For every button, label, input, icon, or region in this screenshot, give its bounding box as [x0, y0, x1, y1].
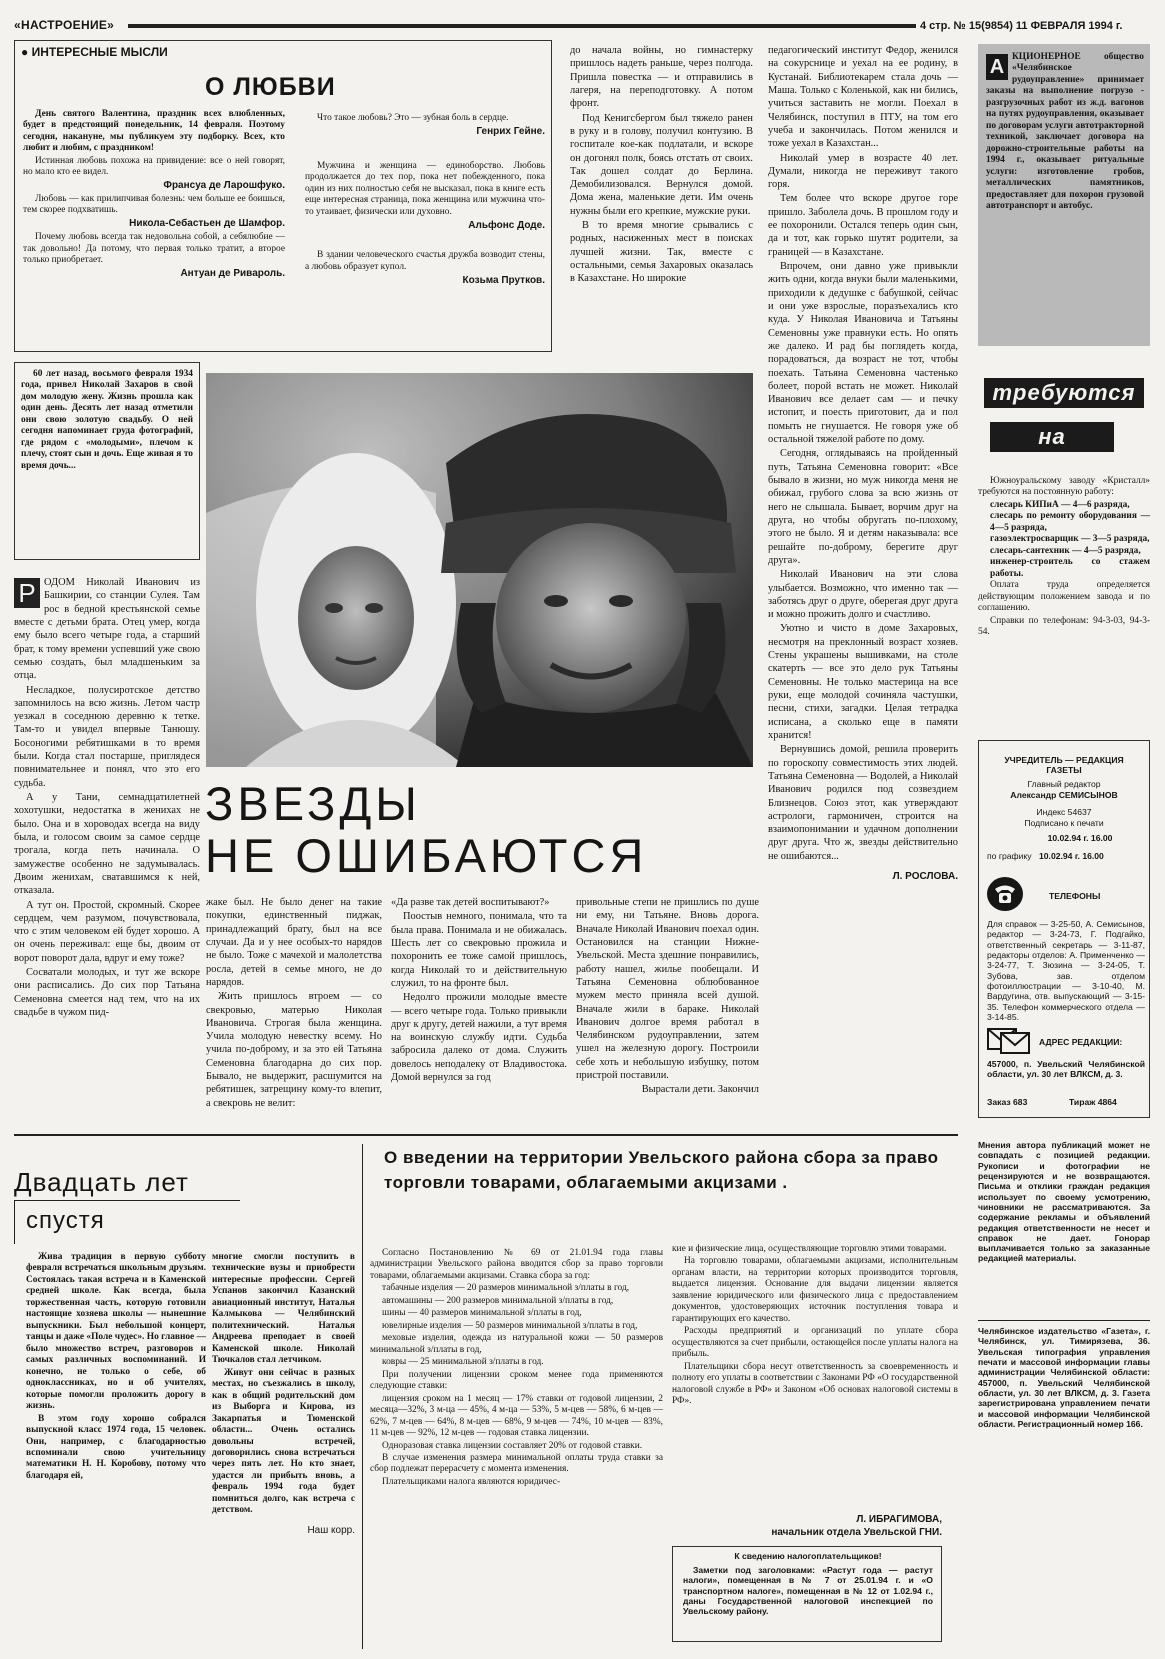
years-title-line-1: Двадцать лет [14, 1167, 189, 1197]
jobs-pay: Оплата труда определяется действующим положением завода и по соглашению. [978, 580, 1150, 614]
imprint-editor: Александр СЕМИСЫНОВ [1010, 790, 1118, 800]
notice-heading: К сведению налогоплательщиков! [734, 1551, 882, 1561]
story-column-4-continued [576, 896, 759, 1124]
editorial-note: Мнения автора публикаций может не совпадать с позицией редакции. Рукописи и фотографии не рецензируются и не возвращаются. Письма и отклики граждан редакция использует по своему усмотрению, чиновники не рассматриваются. За содержание рекламы и объявлений редакция ответственности не несет и справок не дает. Гонорар выплачивается только за заказанные редакцией материалы. [978, 1140, 1150, 1264]
jobs-phones: Справки по телефонам: 94-3-03, 94-3-54. [978, 615, 1150, 638]
printer-info: Челябинское издательство «Газета», г. Челябинск, ул. Тимирязева, 36. Увельская типография управления печати и массовой информации главы администрации Челябинской области: 457000, п. Увельский Челябинской области, ул. 30 лет ВЛКСМ, д. 3. Газета зарегистрирована управлением печати и массовой информации Челябинской области. Регистрационный номер 166. [978, 1326, 1150, 1429]
tax-paragraph: При получении лицензии сроком менее года применяются следующие ставки: [370, 1369, 663, 1392]
couple-photo [206, 373, 753, 767]
job-item: инженер-строитель со стажем работы. [990, 557, 1150, 579]
thoughts-right-column [305, 113, 545, 349]
thoughts-left-column [23, 109, 285, 349]
story-paragraph: привольные степи не пришлись по душе ни ему, ни Татьяне. Вновь дорога. Вначале Николай Иванович поехал один. Остановился на станции Нижне-Увельской. Места здешние понравились, работу нашел, жилье пообещали. И Татьяна Семеновна облюбованное мужем место приняла всей душой. Вначале жили в бараке. Николай Иванович долгое время работал в Челябинском рудоуправлении, затем ушел на железную дорогу. Построили себе хоть и небольшую избушку, потом пристрой поставили. [576, 897, 759, 1082]
story-paragraph: А у Тани, семнадцатилетней хохотушки, недостатка в женихах не было. Она и в хороводах всегда на виду была, и голосом своим за самое сердце трогала, когда петь начинала. О замужестве особенно не задумывалась. Двоим женихам, сватавшимся к ней, отказала. [14, 792, 200, 897]
tax-paragraph: На торговлю товарами, облагаемыми акцизами, исполнительным органам власти, на территории которых производится торговля, выдается лицензия. Основание для выдачи лицензии является заявление юридического или физического лица с предоставлением документов, удостоверяющих источник поступления товара и гарантирующих его качество. [672, 1256, 958, 1324]
tax-list-item: шины — 40 размеров минимальной з/платы в год, [382, 1308, 582, 1319]
tax-paragraph: Согласно Постановлению № 69 от 21.01.94 года главы администрации Увельского района вводится сбор за право торговли товарами, облагаемыми акцизами. Ставка сбора за год: [370, 1248, 663, 1281]
job-item: газоэлектросварщик — 3—5 разряда, [990, 534, 1150, 545]
jobs-intro: Южноуральскому заводу «Кристалл» требуются на постоянную работу: [978, 476, 1150, 498]
story-column-4 [570, 44, 753, 364]
phone-icon [987, 877, 1023, 911]
quote-author: Франсуа де Ларошфуко. [163, 179, 285, 191]
tax-author-role: начальник отдела Увельской ГНИ. [771, 1527, 942, 1538]
tax-paragraph: кие и физические лица, осуществляющие торговлю этими товарами. [672, 1244, 947, 1254]
story-paragraph: Вернувшись домой, решила проверить по гороскопу совместимость этих людей. Татьяна Семеновна — Водолей, а Николай Иванович родился под созвездием Близнецов. Союз этот, как утверждают астрологи, гармоничен, строится на взаимопонимании и удачном дополнении друг друга. Что ж, звезды действительно не ошибаются... [768, 744, 958, 862]
imprint-index: Индекс 54637 [1036, 807, 1092, 817]
couple-photo-illustration [206, 373, 753, 767]
story-paragraph: Вырастали дети. Закончил [641, 1084, 759, 1096]
story-paragraph: до начала войны, но гимнастерку пришлось надеть раньше, через полгода. Пришла повестка — и отправились в лагеря, на переподготовку. А потом фронт. [570, 45, 753, 110]
phones-title: ТЕЛЕФОНЫ [1049, 891, 1101, 901]
story-author: Л. РОСЛОВА. [892, 871, 958, 883]
years-author: Наш корр. [307, 1524, 355, 1536]
ad-body: КЦИОНЕРНОЕ общество «Челябинское рудоуправление» принимает заказы на выполнение погрузо - разгрузочных работ из ж.д. вагонов на путях рудоуправления, оказывает по договорам услуги автотракторной техникой, заключает договора на дорожно-строительные работы на 1994 г., оказывает ритуальные услуги: изготовление гробов, металлических памятников, предоставляет для похорон грузовой автотранспорт и автобус. [986, 52, 1144, 212]
tax-paragraph: лицензия сроком на 1 месяц — 17% ставки от годовой лицензии, 2 месяца—32%, 3 м-ца — 45%, 4 м-ца — 53%, 5 м-цев — 58%, 6 м-цев — 62%, 7 м-цев — 64%, 8 м-цев — 68%, 9 м-цев — 74%, 10 м-цев — 83%, 11 м-цев — 92%, 12 м-цев — годовая ставка лицензии. [370, 1393, 663, 1439]
imprint-date-1: 10.02.94 г. 16.00 [1047, 833, 1113, 843]
story-paragraph: Недолго прожили молодые вместе — всего четыре года. Только привыкли друг к другу, детей нажили, а тут время на воинскую службу идти. Судьба забросила далеко от дома. Служить довелось неподалеку от Владивостока. Домой вернулся за год [391, 992, 567, 1084]
story-paragraph: Николай Иванович на эти слова улыбается. Возможно, что именно так — заботясь друг о друге, оберегая друг друга и можно прожить долго и счастливо. [768, 569, 958, 621]
tax-author: Л. ИБРАГИМОВА, [856, 1514, 942, 1525]
quote-author: Антуан де Ривароль. [180, 267, 285, 279]
company-ad [978, 44, 1150, 346]
jobs-heading-line-2: на работу [990, 422, 1114, 452]
job-item: слесарь-сантехник — 4—5 разряда, [990, 545, 1141, 556]
quote-author: Альфонс Доде. [468, 220, 545, 231]
story-paragraph: В то время многие срывались с родных, насиженных мест в поисках лучшей жизни. Так, вместе с остальными, семья Захаровых оказалась в Казахстане. Но широкие [570, 220, 753, 285]
tax-list-item: меховые изделия, одежда из натуральной кожи — 50 размеров минимальной з/платы в год, [370, 1333, 663, 1355]
tax-paragraph: Одноразовая ставка лицензии составляет 20% от годовой ставки. [382, 1440, 643, 1451]
quote-text: В здании человеческого счастья дружба возводит стены, а любовь образует купол. [305, 250, 545, 272]
imprint-box [978, 740, 1150, 1118]
quote-text: Истинная любовь похожа на привидение: все о ней говорят, но мало кто ее видел. [23, 155, 285, 178]
story-paragraph: Николай умер в возрасте 40 лет. Думали, никогда не переживут такого горя. [768, 152, 958, 191]
tax-paragraph: Плательщиками налога являются юридичес- [382, 1476, 561, 1487]
tax-list-item: автомашины — 200 размеров минимальной з/платы в год, [382, 1295, 614, 1306]
thoughts-box [14, 40, 552, 352]
quote-text: Что такое любовь? Это — зубная боль в сердце. [317, 113, 509, 123]
tax-column-1 [370, 1248, 663, 1650]
years-title-rule [14, 1200, 240, 1201]
story-column-2 [206, 896, 382, 1124]
years-column-1 [26, 1252, 206, 1650]
story-column-3 [391, 896, 567, 1124]
paper-name: «НАСТРОЕНИЕ» [14, 18, 115, 32]
thoughts-intro: День святого Валентина, праздник всех влюбленных, будет в предстоящий понедельник, 14 февраля. Поэтому сегодня, накануне, мы публикуем эту подборку. Всех, кто любит и любим, с праздником! [23, 109, 285, 154]
jobs-heading-line-1: требуются [984, 378, 1144, 408]
envelope-icon [987, 1025, 1031, 1055]
tax-list-item: ювелирные изделия — 50 размеров минимальной з/платы в год, [382, 1320, 638, 1331]
tax-notice-box [672, 1546, 942, 1642]
story-title-line-1: ЗВЕЗДЫ [205, 777, 421, 830]
story-paragraph: Уютно и чисто в доме Захаровых, несмотря на преклонный возраст хозяев. Стены украшены вышивками, на столе скатерть — все это дело рук Татьяны Семеновны. Не только мастерица на все руки, еще молодой сочиняла частушки, песни, стихи, загадки. Целая тетрадка исписана, а сколько еще в памяти хранится! [768, 623, 958, 741]
story-paragraph: Сосватали молодых, и тут же вскоре они расписались. До сих пор Татьяна Семеновна смеется над тем, что на их свадьбе в чужом пид- [14, 967, 200, 1018]
tax-list-item: табачные изделия — 20 размеров минимальной з/платы в год, [382, 1283, 630, 1294]
phones-text: Для справок — 3-25-50, А. Семисынов, редактор — 3-24-73, Г. Подгайко, ответственный секретарь — 3-11-87, редакторы отделов: А. Применченко — 3-24-77, Т. Зюзина — 3-24-05, Т. Зубова, зав. отделом фотоиллюстрации — 3-10-40, М. Вардугина, отв. выпускающий — 3-15-35. Телефон коммерческого отдела — 3-14-85. [987, 919, 1145, 1022]
jobs-text [978, 476, 1150, 714]
company-ad-text [986, 52, 1144, 342]
imprint-signed: Подписано к печати [1024, 818, 1104, 828]
story-lead: 60 лет назад, восьмого февраля 1934 года, привел Николай Захаров в свой дом молодую жену. Жизнь прошла как один день. Десять лет назад отметили они свою золотую свадьбу. О ней сегодня напоминает груда фотографий, где рядом с «молодыми», плечом к плечу, стоят сын и дочь. Еще живая я то время дочь... [21, 369, 193, 471]
thoughts-rubric [21, 45, 168, 60]
quote-text: Любовь — как прилипчивая болезнь: чем больше ее боишься, тем скорее подхватишь. [23, 194, 285, 216]
tax-paragraph: Расходы предприятий и организаций по уплате сбора осуществляются за счет прибыли, остающейся после уплаты налога на прибыль. [672, 1326, 958, 1360]
story-paragraph: Несладкое, полусиротское детство запомнилось на всю жизнь. Летом частр уезжал в соседнюю деревню к тетке. Там-то и увидел впервые Танюшу. Босоногими ребятишками в то время были. Когда стал постарше, приглядеся повнимательнее и понял, что это его судьба. [14, 684, 200, 789]
imprint-date-2: 10.02.94 г. 16.00 [1039, 851, 1104, 861]
years-paragraph: Жива традиция в первую субботу февраля встречаться школьным друзьям. Состоялась такая встреча и в Каменской средней школе. Как всегда, была торжественная часть, которую готовили настоящие хозяева школы — нынешние выпускники. Был небольшой концерт, танцы и даже «Поле чудес». Но главное — было множество встреч, разговоров и самых различных воспоминаний. И конечно, не только о себе, об одноклассниках, но и об учителях, которые помогли проложить дорогу в жизнь. [26, 1252, 206, 1412]
quote-text: Мужчина и женщина — единоборство. Любовь продолжается до тех пор, пока нет побежденного, пока один из них полностью себя не высказал, пока в книге есть еще интересная страница, пока женщина или мужчина что-то утаивает, физически или духовно. [305, 160, 545, 217]
story-lead-box [14, 362, 200, 560]
story-paragraph: Тем более что вскоре другое горе пришло. Заболела дочь. В прошлом году и ее похоронили. Остался теперь один сын, да и тот, как горько шутят родители, за границей — в Казахстане. [768, 193, 958, 258]
thoughts-title: О ЛЮБВИ [205, 73, 336, 101]
bullet-icon: ● [21, 45, 29, 59]
print-run: Тираж 4864 [1069, 1097, 1117, 1107]
story-paragraph: Жить пришлось втроем — со свекровью, матерью Николая Ивановича. Строгая была женщина. Учила молодую невестку всему. Но учила по-доброму, и за это ей Татьяна Семеновна благодарна до сих пор. Бывало, не выдержит, расшумится на ребятишек, затрещину кому-то влепит, а свекровь не велит: [206, 991, 382, 1109]
story-paragraph: Впрочем, они давно уже привыкли жить одни, когда внуки были маленькими, приходили к дедушке с бабушкой, сейчас и они уже взрослые, поразъехались кто куда. У Николая Ивановича и Татьяны Семеновны уже правнуки есть. Но опять же далеко. И рад бы поглядеть когда, порадоваться, да возраст не тот, чтобы поехать. Татьяна Семеновна частенько болеет, порой встать не может. Николай Иванович все делает сам — и печку истопит, и поесть приготовит, да и пол помыть не гнушается. Не говоря уже об остальной тяжелой работе по дому. [768, 261, 958, 446]
address-title: АДРЕС РЕДАКЦИИ: [1039, 1037, 1123, 1047]
tax-paragraph: Плательщики сбора несут ответственность за своевременность и полноту его уплаты в соответствии с Законами РФ «О государственной налоговой службе в РФ» и Законом «Об основах налоговой системы в РФ». [672, 1361, 958, 1407]
story-paragraph: Под Кенигсбергом был тяжело ранен в руку и в голову, получил контузию. В госпитале кое-как подлатали, и вскоре он догонял полк, боясь отстать от своих. Так дошел солдат до Берлина. Демобилизовался. Вернулся домой. Дома жена, маленькие дети. Им очень нужны были его крепкие, мужские руки. [570, 112, 753, 217]
imprint-founder: УЧРЕДИТЕЛЬ — РЕДАКЦИЯ ГАЗЕТЫ [1004, 755, 1124, 776]
years-paragraph: многие смогли поступить в технические вузы и приобрести интересные профессии. Сергей Успанов закончил Казанский авиационный институт, Наталья Калмыкова — Челябинский политехнический. Наталья Андреева преподает в своей Каменской школе. Николай Тючкалов стал летчиком. [212, 1252, 355, 1366]
drop-cap: Р [14, 578, 40, 608]
story-paragraph: ОДОМ Николай Иванович из Башкирии, со станции Сулея. Там рос в бедной крестьянской семье вместе с детьми брата. Отец умер, когда ему было всего четыре года, а старший брат, к тому времени успевший уже свою семью создать, был младшеньким за отца. [14, 577, 200, 682]
story-title-line-2: НЕ ОШИБАЮТСЯ [205, 829, 648, 882]
story-paragraph: педагогический институт Федор, женился на сокурснице и уехал на ее родину, в Кустанай. Библиотекарем стала дочь — Маша. Только с Коленькой, как ни бились, учиться заставить не могли. Поехал в Челябинск, поступил в ПТУ, на том его учеба и закончилась. Потом женился и тоже уехал в Казахстан... [768, 45, 958, 150]
header-rule [128, 24, 916, 28]
notice-text: Заметки под заголовками: «Растут года — растут налоги», помещенная в № 7 от 25.01.94 г. и «О транспортном налоге», помещенная в № 12 от 1.02.94 г., даны Государственной налоговой инспекцией по Увельскому району. [683, 1565, 933, 1617]
tax-title: О введении на территории Увельского района сбора за право торговли товарами, облагаемыми акцизами . [384, 1148, 939, 1192]
story-paragraph: «Да разве так детей воспитывают?» [391, 897, 550, 908]
story-column-1 [14, 576, 200, 1124]
years-paragraph: В этом году хорошо собрался выпускной класс 1974 года, 15 человек. Они, например, с благодарностью вспоминали свою учительницу математики Н. Н. Коробову, потому что благодаря ей, [26, 1413, 206, 1481]
story-paragraph: Поостыв немного, понимала, что та была права. Понимала и не обижалась. Шесть лет со свекровью прожила и похоронить ее тоже самой пришлось, когда Николай то и действительную служил, то на фронте был. [391, 911, 567, 989]
story-paragraph: Сегодня, оглядываясь на пройденный путь, Татьяна Семеновна говорит: «Все бывало в жизни, но муж никогда меня не обижал, грубого слова за всю жизнь от него не слышала. Бывает, ворчим друг на друга, но чтобы обругать по-плохому, этого не было. Я и детям наказывала: все решайте по-доброму, берегите друг друга». [768, 448, 958, 566]
issue-info: 4 стр. № 15(9854) 11 ФЕВРАЛЯ 1994 г. [920, 20, 1123, 32]
quote-author: Никола-Себастьен де Шамфор. [129, 217, 285, 229]
years-column-2 [212, 1252, 355, 1650]
years-tax-divider [362, 1144, 363, 1649]
quote-author: Козьма Прутков. [462, 275, 545, 287]
story-column-5 [768, 44, 958, 1124]
tax-list-item: ковры — 25 минимальной з/платы в год. [382, 1357, 544, 1368]
years-title-line-2: спустя [26, 1207, 105, 1234]
imprint-editor-label: Главный редактор [1027, 779, 1101, 789]
story-paragraph: жаке был. Не было денег на такие покупки, единственный пиджак, принадлежащий брату, был на все случаи. Да и у нее особых-то нарядов не было. Тоже с мачехой и малолетства росла, детей в семье много, не до нарядов. [206, 897, 382, 988]
imprint-divider [978, 1320, 1150, 1321]
order-number: Заказ 683 [987, 1097, 1028, 1107]
ad-initial: А [986, 54, 1008, 80]
years-paragraph: Живут они сейчас в разных местах, но съезжались в школу, как в общий родительский дом из Выборга и Кирова, из Закарпатья и Тюменской области... Очень остались довольны встречей, договорились снова встречаться через пять лет. Но кто знает, удастся ли прибыть вновь, а февраль 1994 года будет помниться долго, как встреча с детством. [212, 1367, 355, 1516]
job-item: слесарь КИПиА — 4—6 разряда, [990, 499, 1130, 510]
thoughts-rubric-label: ИНТЕРЕСНЫЕ МЫСЛИ [31, 45, 168, 59]
imprint-graph-label: по графику [987, 851, 1032, 861]
section-divider [14, 1134, 958, 1136]
job-item: слесарь по ремонту оборудования — 4—5 разряда, [990, 511, 1150, 533]
story-paragraph: А тут он. Простой, скромный. Скорее сердцем, чем разумом, почувствовала, что с этим человеком ей будет хорошо. А он очень переживал: еще бы, двоим от ворот поворот дала, вдруг и ему тоже? [14, 899, 200, 964]
tax-paragraph: В случае изменения размера минимальной оплаты труда ставки за сбор подлежат перерасчету с момента изменения. [370, 1452, 663, 1475]
quote-text: Почему любовь всегда так недовольна собой, а себялюбие — так довольно! Да потому, что первая только тратит, а второе только приобретает. [23, 232, 285, 266]
years-title-rule-vertical [14, 1200, 15, 1244]
address-text: 457000, п. Увельский Челябинской области, ул. 30 лет ВЛКСМ, д. 3. [987, 1059, 1145, 1080]
tax-column-2 [672, 1244, 958, 1514]
quote-author: Генрих Гейне. [476, 126, 545, 138]
